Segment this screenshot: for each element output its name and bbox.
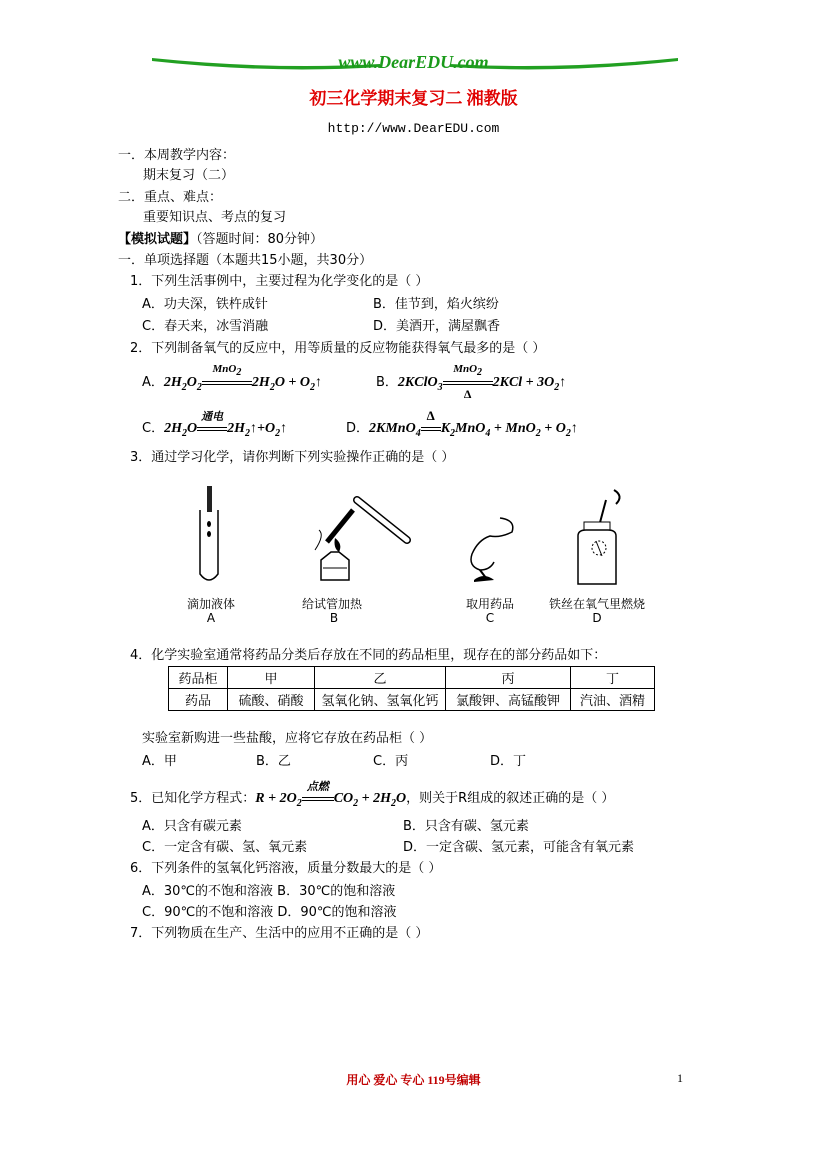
fig-d-iron-wire-burning-icon	[570, 486, 626, 590]
fig-c-letter: C	[485, 611, 495, 625]
fig-a-caption: 滴加液体	[186, 597, 235, 611]
table-cell: 汽油、酒精	[571, 689, 655, 711]
reagent-cabinet-table	[168, 666, 655, 711]
q6-options-cd: C．90℃的不饱和溶液 D．90℃的饱和溶液	[142, 905, 397, 920]
q5-stem-pre: 5．已知化学方程式：	[130, 791, 256, 806]
mock-test-heading	[118, 228, 323, 247]
q2-option-c	[142, 411, 288, 439]
part-1-heading: 一．单项选择题（本题共15小题，共30分）	[118, 253, 373, 268]
q2-d-equation: 2KMnO$_4$ Δ $K_2MnO_4 + MnO_2$ + $O_2↑$	[369, 408, 578, 439]
fig-a-dropper-test-tube-icon	[192, 484, 228, 588]
q3-stem: 3．通过学习化学，请你判断下列实验操作正确的是（ ）	[130, 450, 455, 465]
fig-b-letter: B	[329, 611, 339, 625]
q1-option-a: A．功夫深，铁杵成针	[142, 297, 268, 312]
table-cell: 甲	[228, 667, 315, 689]
q1-option-b: B．佳节到，焰火缤纷	[373, 297, 499, 312]
mock-test-bold: 【模拟试题】	[118, 232, 197, 247]
table-row	[169, 689, 655, 711]
q4-option-c: C．丙	[373, 754, 409, 769]
q2-option-d	[346, 408, 578, 439]
q6-options-ab: A．30℃的不饱和溶液 B．30℃的饱和溶液	[142, 884, 396, 899]
site-banner: www.DearEDU.com	[338, 52, 489, 72]
q2-b-label: B．	[376, 375, 398, 390]
fig-a-letter: A	[206, 611, 216, 625]
q4-stem: 4．化学实验室通常将药品分类后存放在不同的药品柜里，现存在的部分药品如下：	[130, 648, 607, 663]
fig-d-letter: D	[592, 611, 602, 625]
q5-ignite: 点燃	[306, 781, 329, 793]
q2-d-heat: Δ	[426, 408, 435, 423]
q2-c-equation: $2H_2O$ 通电 $2H_2↑+O_2↑$	[164, 421, 287, 436]
table-header-row	[169, 667, 655, 689]
q2-b-heat: Δ	[463, 387, 472, 401]
table-cell: 氯酸钾、高锰酸钾	[446, 689, 571, 711]
q2-option-a	[142, 362, 323, 393]
page-title: 初三化学期末复习二 湘教版	[309, 89, 518, 108]
q2-a-label: A．	[142, 375, 164, 390]
table-cell: 丙	[446, 667, 571, 689]
q5-option-a: A．只含有碳元素	[142, 819, 242, 834]
fig-c-hand-taking-reagent-icon	[460, 514, 520, 586]
q2-b-catalyst: MnO	[453, 362, 478, 375]
table-cell: 硫酸、硝酸	[228, 689, 315, 711]
fig-b-caption: 给试管加热	[301, 597, 362, 611]
section-2-body: 重要知识点、考点的复习	[143, 210, 287, 225]
q2-b-equation: 2KClO$_3$ MnO$_2$ Δ $2KCl + 3O_2↑$	[397, 362, 567, 401]
table-cell: 丁	[571, 667, 655, 689]
fig-b-heating-test-tube-icon	[295, 490, 413, 590]
q1-option-c: C．春天来，冰雪消融	[142, 319, 269, 334]
table-cell: 药品	[169, 689, 228, 711]
q4-option-a: A．甲	[142, 754, 177, 769]
q5-option-c: C．一定含有碳、氢、氧元素	[142, 840, 308, 855]
q4-option-d: D．丁	[490, 754, 527, 769]
q2-a-equation: $2H_2O_2$ MnO$_2$ $2H_2O$ + $O_2↑$	[163, 362, 323, 393]
fig-d-caption: 铁丝在氧气里燃烧	[548, 597, 645, 611]
q2-option-b	[376, 362, 567, 401]
table-cell: 乙	[315, 667, 446, 689]
q1-stem: 1．下列生活事例中，主要过程为化学变化的是（ ）	[130, 274, 429, 289]
q2-d-label: D．	[346, 421, 370, 436]
section-2-heading: 二．重点、难点：	[118, 190, 223, 205]
q6-stem: 6．下列条件的氢氧化钙溶液，质量分数最大的是（ ）	[130, 861, 442, 876]
section-1-body: 期末复习（二）	[143, 168, 235, 183]
table-cell: 氢氧化钠、氢氧化钙	[315, 689, 446, 711]
fig-c-caption: 取用药品	[465, 597, 514, 611]
q2-stem: 2．下列制备氧气的反应中，用等质量的反应物能获得氧气最多的是（ ）	[130, 341, 546, 356]
q1-option-d: D．美酒开，满屋飘香	[373, 319, 501, 334]
q7-stem: 7．下列物质在生产、生活中的应用不正确的是（ ）	[130, 926, 429, 941]
footer-text: 用心 爱心 专心 119号编辑	[346, 1073, 481, 1087]
q2-c-label: C．	[142, 421, 165, 436]
q2-a-catalyst: MnO	[212, 362, 237, 375]
q5-option-b: B．只含有碳、氢元素	[403, 819, 529, 834]
q5-stem	[130, 781, 615, 809]
page-number: 1	[677, 1071, 683, 1085]
q2-c-electrolysis: 通电	[201, 411, 224, 423]
q5-equation: $R + 2O_2$ 点燃 $CO_2 + 2H_2O$	[255, 791, 406, 806]
q5-option-d: D．一定含碳、氢元素，可能含有氧元素	[403, 840, 635, 855]
q4-option-b: B．乙	[256, 754, 291, 769]
q4-followup: 实验室新购进一些盐酸，应将它存放在药品柜（ ）	[142, 731, 433, 746]
mock-test-time: （答题时间：80分钟）	[196, 232, 324, 247]
q5-stem-post: ，则关于R组成的叙述正确的是（ ）	[406, 791, 615, 806]
section-1-heading: 一．本周教学内容：	[118, 148, 236, 163]
site-url: http://www.DearEDU.com	[327, 121, 500, 136]
table-cell: 药品柜	[169, 667, 228, 689]
